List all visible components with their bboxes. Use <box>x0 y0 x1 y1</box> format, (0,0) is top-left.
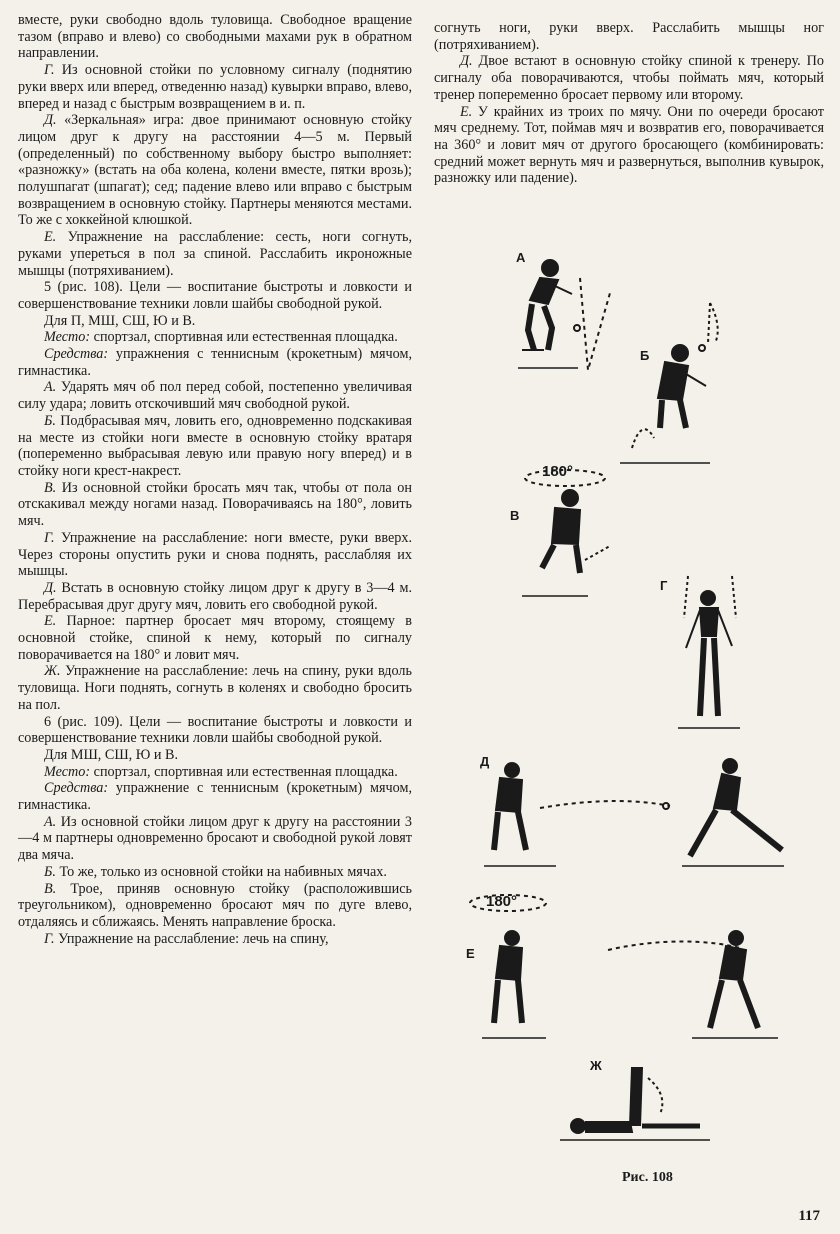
figure-108 <box>460 238 830 1188</box>
paragraph-lead: Г. <box>44 930 55 947</box>
figure-g-standing <box>678 576 740 728</box>
paragraph-lead: Е. <box>460 103 473 120</box>
right-paragraph <box>434 104 824 188</box>
paragraph-lead: Е. <box>44 613 57 630</box>
figure-b-catching <box>620 303 718 463</box>
paragraph-lead: Е. <box>44 229 57 246</box>
left-paragraph <box>18 747 412 764</box>
left-paragraph <box>18 279 412 312</box>
paragraph-lead: Место: <box>44 763 91 780</box>
paragraph-text: спортзал, спортивная или естественная площадка. <box>90 329 398 346</box>
left-paragraph <box>18 62 412 112</box>
paragraph-text: «Зеркальная» игра: двое принимают основную стойку лицом друг к другу на расстоянии 4—5 м. Первый (определенный) по собственному выбору быстро выполняет: «разножку» (встать на оба колена, колени вместе, пятки врозь); полушпагат (шпагат); сед; падение влево или вправо с быстрым возвращением в основную стойку. Партнеры меняются местами. То же с хоккейной клюшкой. <box>18 112 412 229</box>
right-column <box>434 20 824 187</box>
left-paragraph <box>18 329 412 346</box>
paragraph-text: То же, только из основной стойки на набивных мячах. <box>55 863 387 880</box>
left-paragraph <box>18 881 412 931</box>
paragraph-text: Упражнение на расслабление: лечь на спину, руки вдоль туловища. Ноги поднять, согнуть в коленях и свободно бросить на пол. <box>18 663 412 713</box>
left-paragraph <box>18 931 412 948</box>
paragraph-lead: Д. <box>44 112 57 129</box>
right-paragraph <box>434 20 824 53</box>
label-e: Е <box>466 946 475 961</box>
label-d: Д <box>480 754 490 769</box>
paragraph-text: Из основной стойки лицом друг к другу на расстоянии 3—4 м партнеры одновременно бросают и свободной рукой ловят два мяча. <box>18 813 412 864</box>
paragraph-text: Из основной стойки по условному сигналу (поднятию руки вверх или вперед, отведенню назад) кувырки вправо, влево, вперед и назад с быстрым возвращением в и. п. <box>18 62 412 112</box>
paragraph-lead: Д. <box>460 53 473 70</box>
figure-e-pair <box>470 895 778 1038</box>
left-paragraph <box>18 379 412 412</box>
paragraph-lead: Б. <box>44 412 56 429</box>
paragraph-text: 5 (рис. 108). Цели — воспитание быстроты и ловкости и совершенствование техники ловли шайбы свободной рукой. <box>18 279 412 312</box>
figure-d-pair <box>484 759 784 866</box>
left-paragraph <box>18 12 412 62</box>
left-paragraph <box>18 580 412 613</box>
paragraph-text: Ударять мяч об пол перед собой, постепенно увеличивая силу удара; ловить отскочивший мяч свободной рукой. <box>18 379 412 413</box>
label-b: Б <box>640 348 650 363</box>
left-paragraph <box>18 480 412 530</box>
left-paragraph <box>18 864 412 881</box>
left-paragraph <box>18 613 412 663</box>
paragraph-text: согнуть ноги, руки вверх. Расслабить мышцы ног (потряхиванием). <box>434 20 824 53</box>
label-g: Г <box>660 578 668 593</box>
paragraph-text: упражнения с теннисным (крокетным) мячом, гимнастика. <box>18 346 412 379</box>
label-v: В <box>510 508 520 523</box>
paragraph-lead: Б. <box>44 863 56 880</box>
left-column <box>18 12 412 947</box>
figure-zh-lying <box>560 1068 710 1140</box>
paragraph-text: Двое встают в основную стойку спиной к тренеру. По сигналу оба поворачиваются, чтобы поймать мяч, который тренер попеременно бросает первому или второму. <box>434 53 824 103</box>
left-paragraph <box>18 313 412 330</box>
figure-v-turning <box>522 470 610 596</box>
paragraph-lead: А. <box>44 379 57 396</box>
paragraph-text: Подбрасывая мяч, ловить его, одновременно подскакивая на месте из стойки ноги вместе в основную стойку вратаря (попеременно выбрасывая левую или правую ногу вперед) и в стойку ноги крест-накрест. <box>18 412 412 479</box>
paragraph-lead: Д. <box>44 579 57 596</box>
paragraph-lead: В. <box>44 479 57 496</box>
paragraph-text: спортзал, спортивная или естественная площадка. <box>90 763 398 780</box>
left-paragraph <box>18 530 412 580</box>
paragraph-text: 6 (рис. 109). Цели — воспитание быстроты и ловкости и совершенствование техники ловли шайбы свободной рукой. <box>18 713 412 747</box>
right-paragraph <box>434 53 824 103</box>
paragraph-text: Упражнение на расслабление: сесть, ноги согнуть, руками упереться в пол за спиной. Расслабить икроножные мышцы (потряхиванием). <box>18 229 412 279</box>
left-paragraph <box>18 780 412 813</box>
paragraph-text: Трое, приняв основную стойку (расположившись треугольником), одновременно бросают мяч по дуге влево, отдаляясь и сближаясь. Менять направление броска. <box>18 880 412 930</box>
left-paragraph <box>18 413 412 480</box>
paragraph-text: вместе, руки свободно вдоль туловища. Свободное вращение тазом (вправо и влево) со свободными махами рук в обратном направлении. <box>18 12 412 62</box>
paragraph-lead: Средства: <box>44 346 109 363</box>
paragraph-text: Упражнение на расслабление: ноги вместе, руки вверх. Через стороны опустить руки и снова поднять, расслабляя их мышцы. <box>18 529 412 580</box>
paragraph-text: Парное: партнер бросает мяч второму, стоящему в основной стойке, спиной к нему, который по сигналу поворачивается на 180° и ловит мяч. <box>18 613 412 663</box>
rotation-label-1: 180° <box>542 463 574 480</box>
paragraph-text: Для П, МШ, СШ, Ю и В. <box>44 312 196 329</box>
paragraph-text: Для МШ, СШ, Ю и В. <box>44 746 178 763</box>
label-a: А <box>516 250 526 265</box>
page-number: 117 <box>798 1208 820 1224</box>
left-paragraph <box>18 814 412 864</box>
label-zh: Ж <box>590 1058 602 1073</box>
paragraph-lead: Средства: <box>44 780 109 797</box>
paragraph-text: У крайних из троих по мячу. Они по очереди бросают мяч среднему. Тот, поймав мяч и возвратив его, поворачивается на 360° и ловит мяч от другого бросающего (комбинировать: средний может вернуть мяч и развернуться, выполнив кувырок, разножку или падение). <box>434 103 824 187</box>
figure-caption: Рис. 108 <box>622 1170 673 1185</box>
paragraph-lead: А. <box>44 813 57 830</box>
figure-a-jumping <box>518 260 610 370</box>
paragraph-text: Из основной стойки бросать мяч так, чтобы от пола он отскакивал между ногами назад. Поворачиваясь на 180°, ловить мяч. <box>18 479 412 530</box>
paragraph-lead: Г. <box>44 529 55 546</box>
left-paragraph <box>18 663 412 713</box>
rotation-label-2: 180° <box>486 893 518 910</box>
left-paragraph <box>18 112 412 229</box>
left-paragraph <box>18 764 412 781</box>
left-paragraph <box>18 346 412 379</box>
left-paragraph <box>18 229 412 279</box>
paragraph-text: Упражнение на расслабление: лечь на спину, <box>54 930 329 947</box>
paragraph-lead: Место: <box>44 329 91 346</box>
paragraph-text: Встать в основную стойку лицом друг к другу в 3—4 м. Перебрасывая друг другу мяч, ловить его свободной рукой. <box>18 579 412 613</box>
paragraph-lead: Г. <box>44 62 55 79</box>
left-paragraph <box>18 714 412 747</box>
paragraph-lead: Ж. <box>44 663 61 680</box>
paragraph-text: упражнение с теннисным (крокетным) мячом, гимнастика. <box>18 780 412 814</box>
paragraph-lead: В. <box>44 880 57 897</box>
